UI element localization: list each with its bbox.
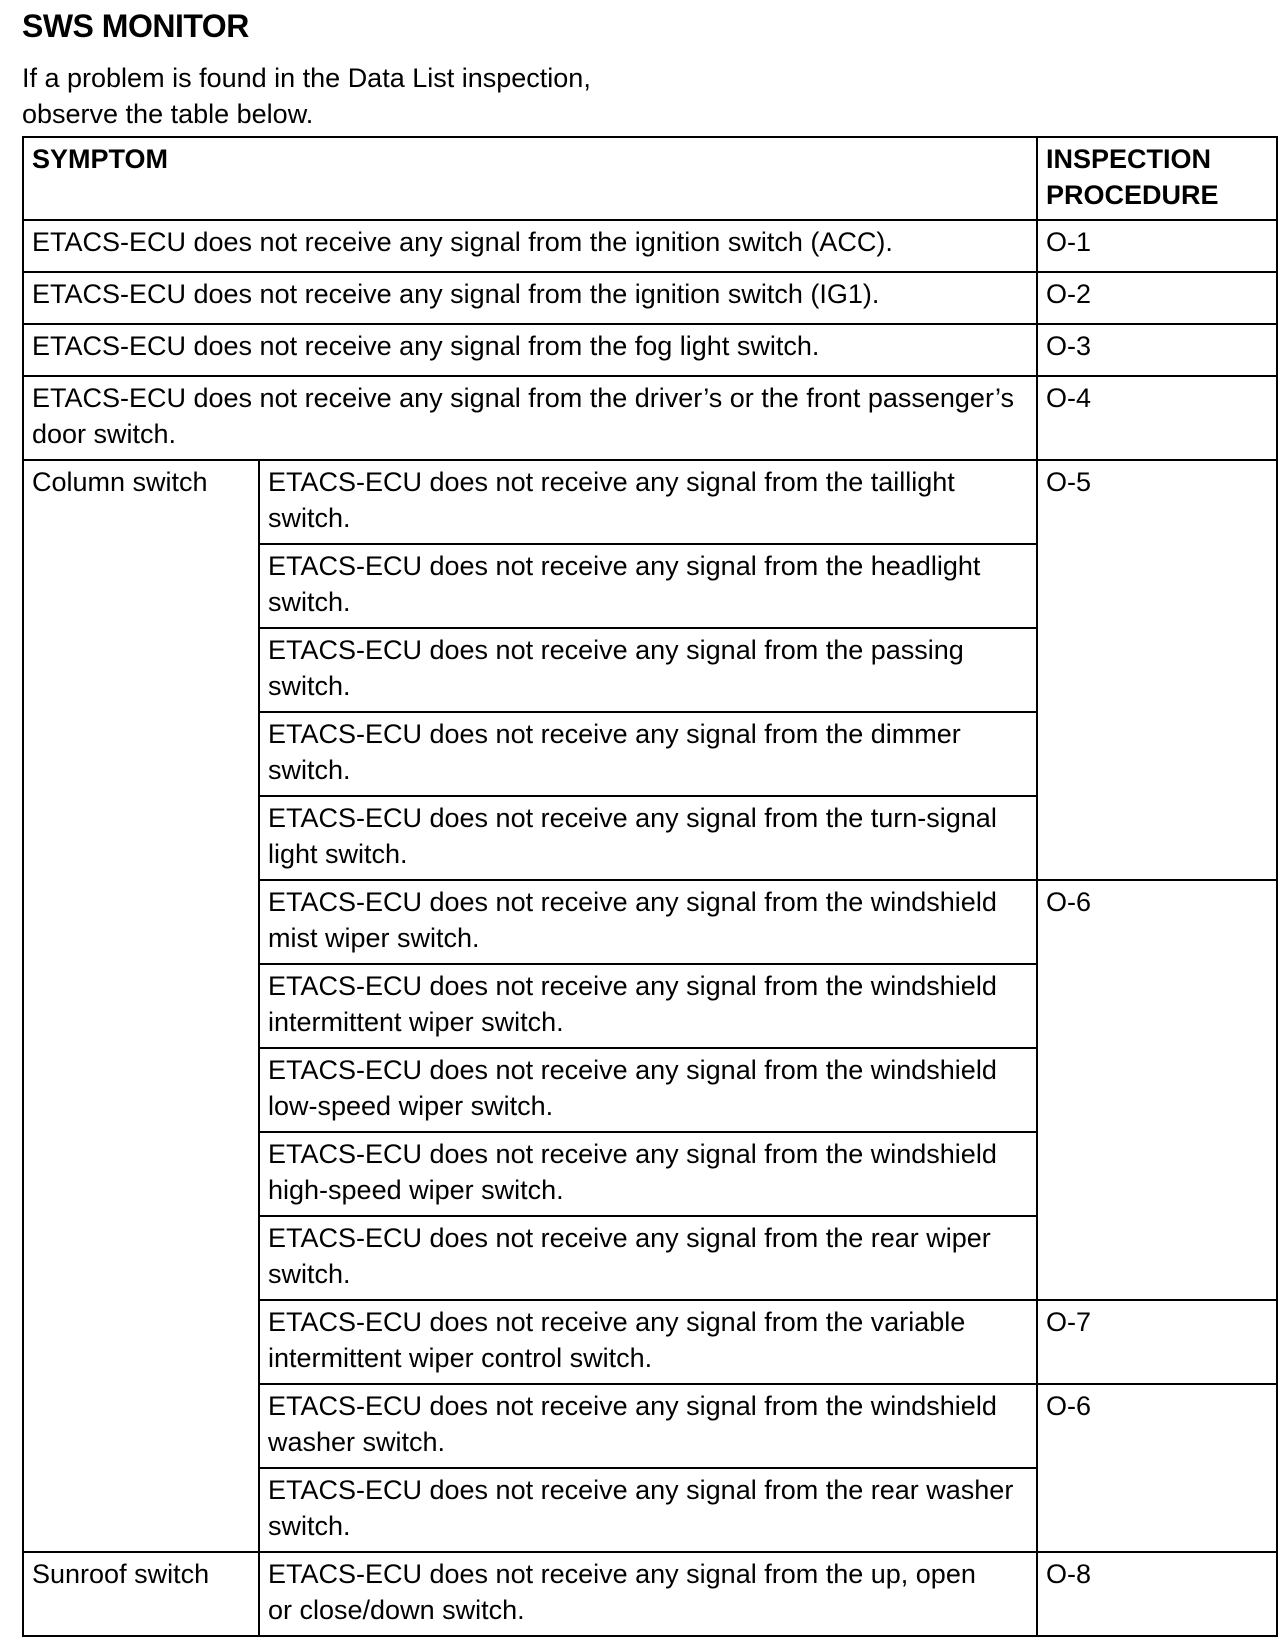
procedure-cell: O-5 (1037, 460, 1277, 880)
procedure-header (1037, 137, 1277, 220)
symptom-cell: ETACS-ECU does not receive any signal from the variable intermittent wiper control switch. (259, 1300, 1037, 1384)
table-row (23, 460, 1277, 544)
sws-monitor-table (22, 136, 1278, 1637)
symptom-cell: ETACS-ECU does not receive any signal from the windshield intermittent wiper switch. (259, 964, 1037, 1048)
procedure-cell: O-8 (1037, 1552, 1277, 1636)
procedure-cell: O-6 (1037, 880, 1277, 1300)
procedure-cell: O-3 (1037, 324, 1277, 376)
symptom-cell: ETACS-ECU does not receive any signal from the ignition switch (ACC). (23, 220, 1037, 272)
symptom-cell: ETACS-ECU does not receive any signal from the dimmer switch. (259, 712, 1037, 796)
intro-line: observe the table below. (22, 99, 314, 129)
symptom-header: SYMPTOM (23, 137, 1037, 220)
symptom-cell: ETACS-ECU does not receive any signal from the windshield low-speed wiper switch. (259, 1048, 1037, 1132)
symptom-cell: ETACS-ECU does not receive any signal from the rear washer switch. (259, 1468, 1037, 1552)
table-row (23, 1552, 1277, 1636)
procedure-cell: O-6 (1037, 1384, 1277, 1552)
procedure-cell: O-7 (1037, 1300, 1277, 1384)
group-label-sunroof-switch: Sunroof switch (23, 1552, 259, 1636)
group-label-column-switch: Column switch (23, 460, 259, 1552)
symptom-cell: ETACS-ECU does not receive any signal from the passing switch. (259, 628, 1037, 712)
symptom-cell: ETACS-ECU does not receive any signal from the rear wiper switch. (259, 1216, 1037, 1300)
table-row (23, 220, 1277, 272)
symptom-cell: ETACS-ECU does not receive any signal from the turn-signal light switch. (259, 796, 1037, 880)
symptom-cell: ETACS-ECU does not receive any signal from the windshield high-speed wiper switch. (259, 1132, 1037, 1216)
symptom-cell: ETACS-ECU does not receive any signal from the fog light switch. (23, 324, 1037, 376)
procedure-header-line: INSPECTION (1046, 144, 1212, 174)
table-header (23, 137, 1277, 220)
procedure-cell: O-1 (1037, 220, 1277, 272)
symptom-cell: ETACS-ECU does not receive any signal from the windshield mist wiper switch. (259, 880, 1037, 964)
procedure-header-line: PROCEDURE (1046, 180, 1219, 210)
table-row (23, 272, 1277, 324)
table-row (23, 324, 1277, 376)
symptom-cell: ETACS-ECU does not receive any signal from the driver’s or the front passenger’s door switch. (23, 376, 1037, 460)
symptom-cell: ETACS-ECU does not receive any signal from the headlight switch. (259, 544, 1037, 628)
table-row (23, 376, 1277, 460)
symptom-cell: ETACS-ECU does not receive any signal from the windshield washer switch. (259, 1384, 1037, 1468)
symptom-cell: ETACS-ECU does not receive any signal from the ignition switch (IG1). (23, 272, 1037, 324)
procedure-cell: O-2 (1037, 272, 1277, 324)
intro-line: If a problem is found in the Data List inspection, (22, 63, 591, 93)
symptom-cell: ETACS-ECU does not receive any signal from the up, open or close/down switch. (259, 1552, 1037, 1636)
intro-text (22, 60, 591, 132)
page-title: SWS MONITOR (22, 8, 249, 44)
symptom-cell: ETACS-ECU does not receive any signal from the taillight switch. (259, 460, 1037, 544)
procedure-cell: O-4 (1037, 376, 1277, 460)
